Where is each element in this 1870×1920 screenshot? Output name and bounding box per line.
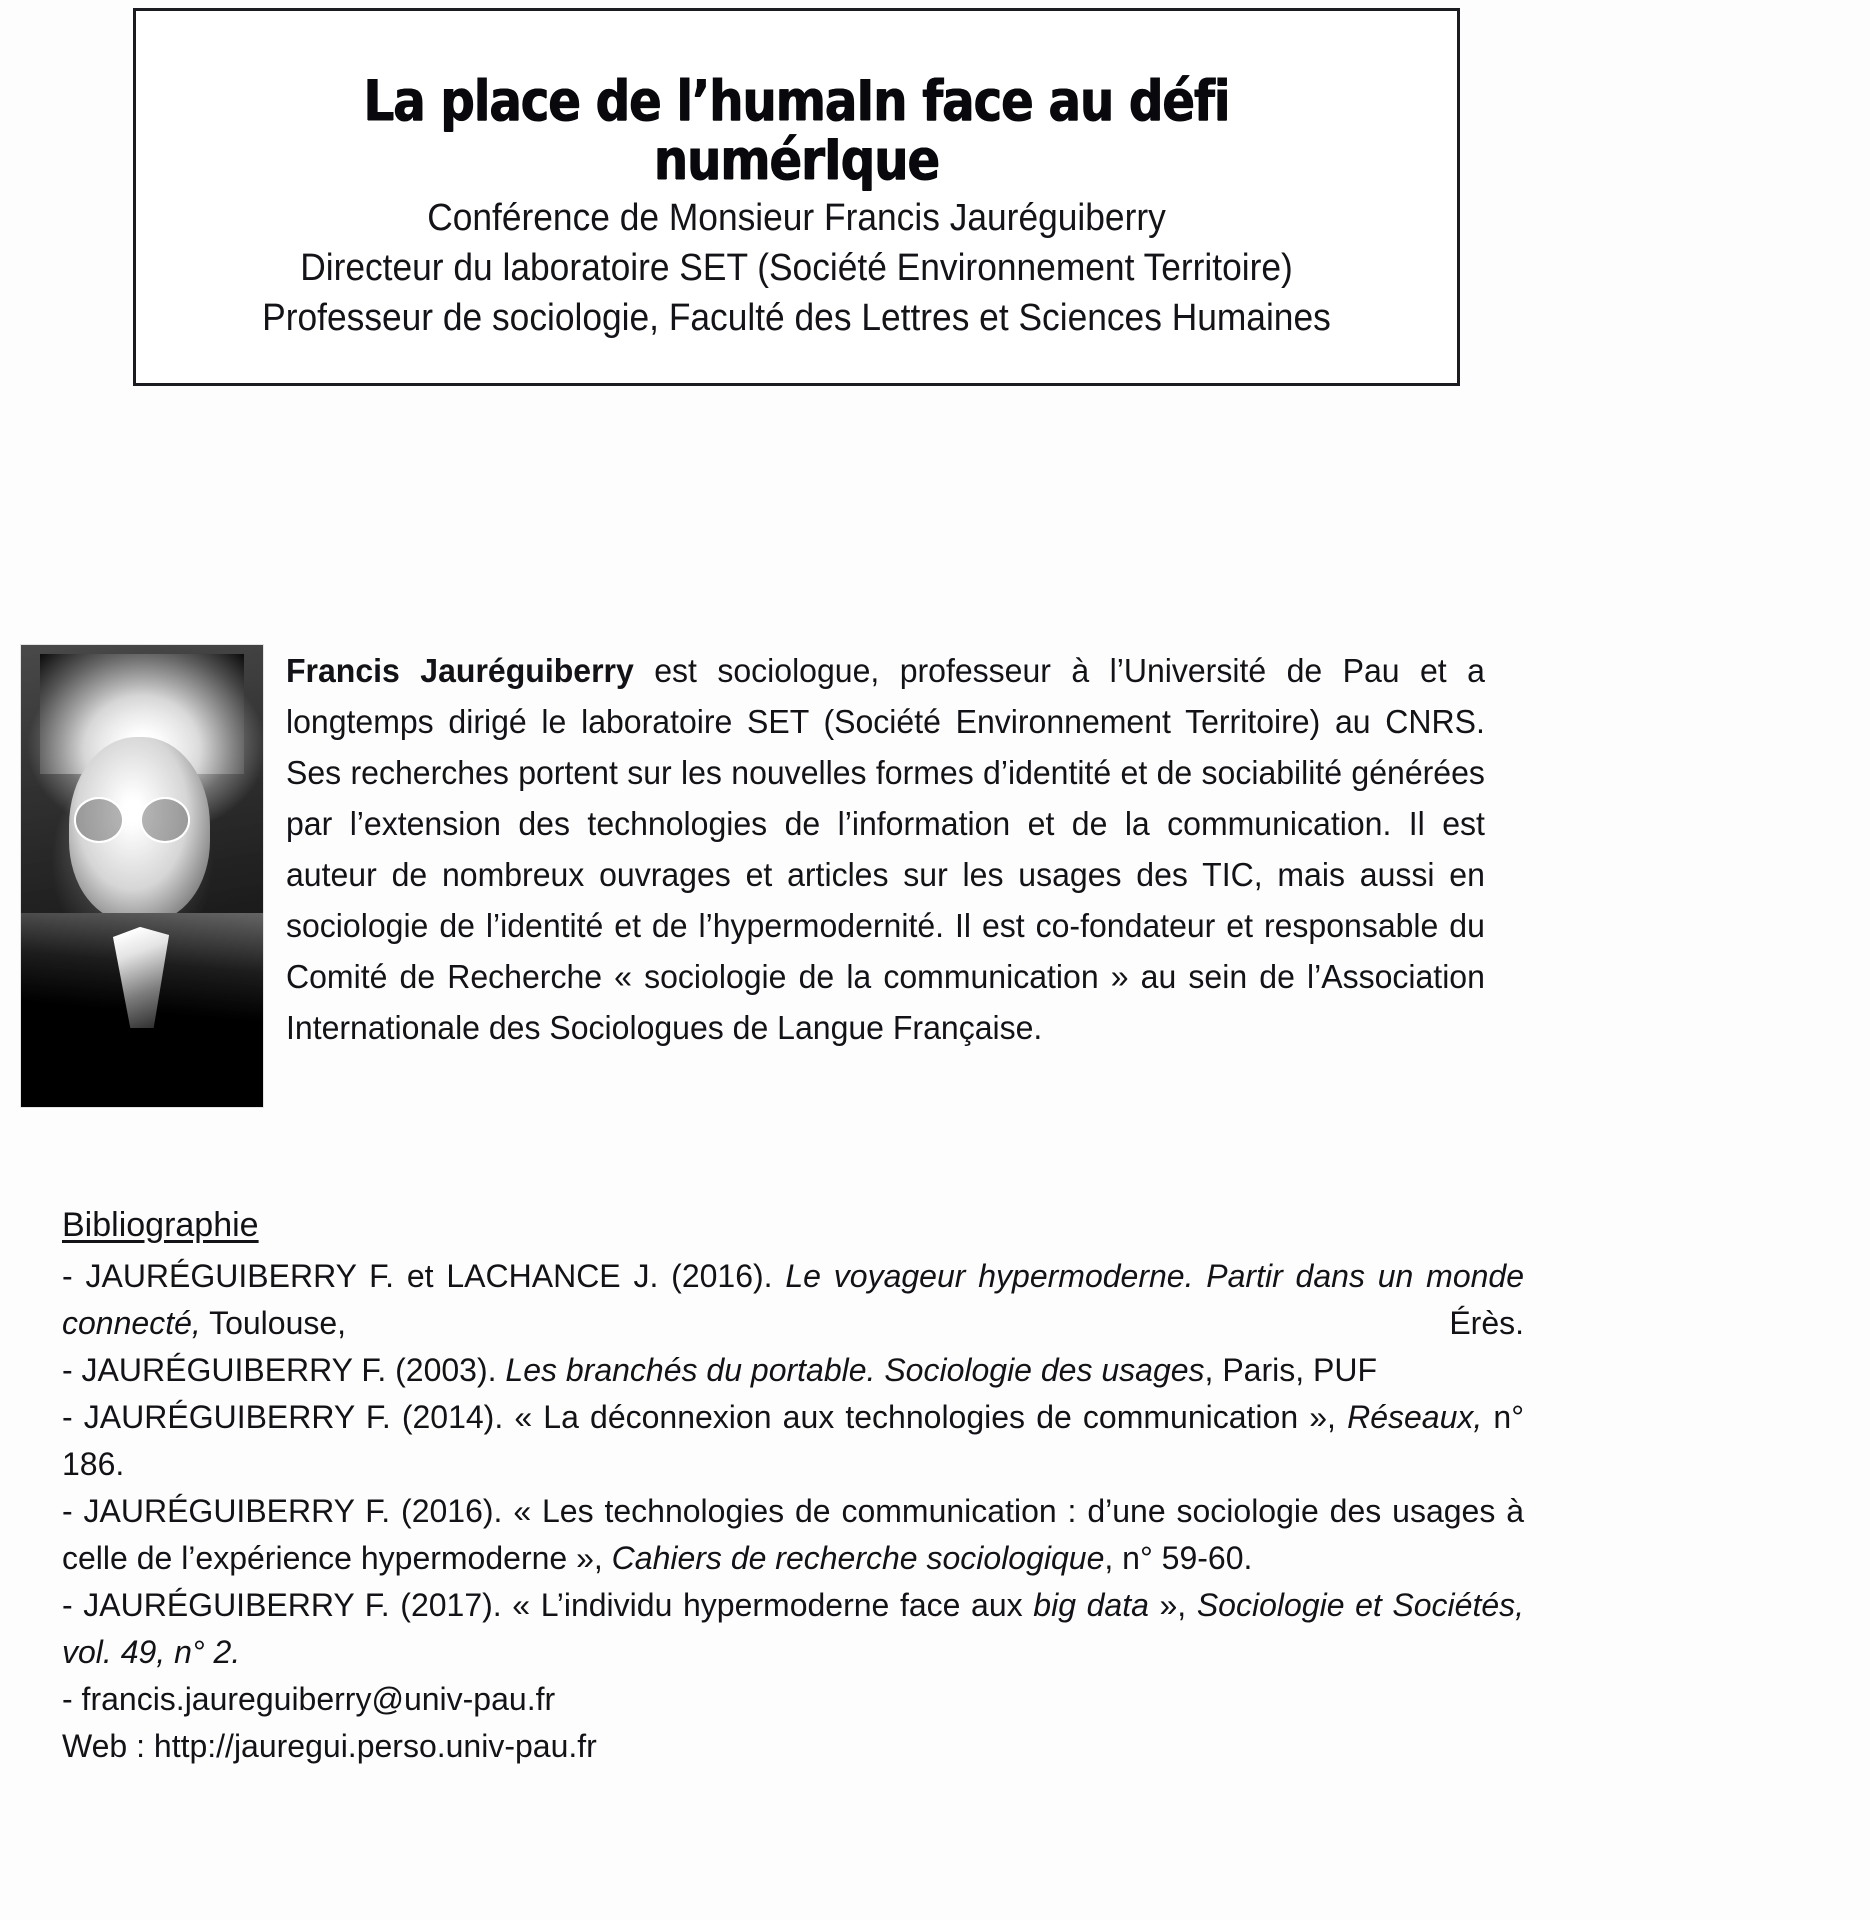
title-box xyxy=(133,8,1460,386)
bibliography-section xyxy=(62,1202,1524,1770)
bibliography-entry xyxy=(62,1582,1524,1676)
email-line[interactable]: - francis.jaureguiberry@univ-pau.fr xyxy=(62,1681,556,1717)
biography-text: est sociologue, professeur à l’Université de Pau et a longtemps dirigé le laboratoire SET (Société Environnement Territoire) au CNRS. Ses recherches portent sur les nouvelles formes d’identité et de sociabilité générées par l’extension des technologies de l’information et de la communication. Il est auteur de nombreux ouvrages et articles sur les usages des TIC, mais aussi en sociologie de l’identité et de l’hypermodernité. Il est co-fondateur et responsable du Comité de Recherche « sociologie de la communication » au sein de l’Association Internationale des Sociologues de Langue Française. xyxy=(286,652,1485,1046)
bibliography-heading: Bibliographie xyxy=(62,1206,259,1244)
bib-prefix: - JAURÉGUIBERRY F. (2014). « La déconnexion aux technologies de communication », xyxy=(62,1399,1348,1435)
bib-italic-journal: Sociologie et Sociétés, vol. 49, n° 2. xyxy=(62,1587,1525,1670)
bib-prefix: - JAURÉGUIBERRY F. (2003). xyxy=(62,1352,506,1388)
portrait-glasses-left-icon xyxy=(74,797,124,843)
bib-suffix: n° 186. xyxy=(62,1399,1525,1482)
subtitle-line-1: Conférence de Monsieur Francis Jauréguiberry xyxy=(427,197,1166,239)
bibliography-entry xyxy=(62,1394,1524,1488)
bib-suffix: , Paris, PUF xyxy=(1204,1352,1377,1388)
bibliography-entry xyxy=(62,1347,1524,1394)
page-title: La place de l’humaIn face au défi numérIque xyxy=(363,69,1230,193)
bib-italic-title: Le voyageur hypermoderne. Partir dans un monde connecté, xyxy=(62,1258,1525,1341)
bib-italic-title: Cahiers de recherche sociologique xyxy=(611,1540,1105,1576)
bib-italic-title: Réseaux, xyxy=(1347,1399,1483,1435)
bib-suffix: , n° 59-60. xyxy=(1104,1540,1253,1576)
bib-italic-term: big data xyxy=(1033,1587,1149,1623)
subtitle-line-3: Professeur de sociologie, Faculté des Lettres et Sciences Humaines xyxy=(262,297,1331,339)
biography-paragraph xyxy=(286,645,1485,1053)
portrait-photo xyxy=(20,644,264,1108)
web-line[interactable]: Web : http://jauregui.perso.univ-pau.fr xyxy=(62,1728,597,1764)
bibliography-heading-wrap xyxy=(62,1202,1524,1253)
bib-prefix: - JAURÉGUIBERRY F. (2016). « Les technologies de communication : d’une sociologie des usages à celle de l’expérience hypermoderne », xyxy=(62,1493,1524,1576)
bib-italic-title: Les branchés du portable. Sociologie des usages xyxy=(505,1352,1205,1388)
biography-lead-name: Francis Jauréguiberry xyxy=(286,652,634,689)
bib-prefix: - JAURÉGUIBERRY F. (2017). « L’individu hypermoderne face aux xyxy=(62,1587,1034,1623)
bib-right-tail: Érès. xyxy=(1449,1305,1524,1341)
bibliography-entry xyxy=(62,1488,1524,1582)
subtitle-block xyxy=(182,193,1411,343)
subtitle-line-2: Directeur du laboratoire SET (Société Environnement Territoire) xyxy=(300,247,1293,289)
bib-suffix: », xyxy=(1148,1587,1197,1623)
bib-suffix: Toulouse, xyxy=(200,1305,347,1341)
portrait-glasses-right-icon xyxy=(140,797,190,843)
bib-prefix: - JAURÉGUIBERRY F. et LACHANCE J. (2016). xyxy=(62,1258,786,1294)
